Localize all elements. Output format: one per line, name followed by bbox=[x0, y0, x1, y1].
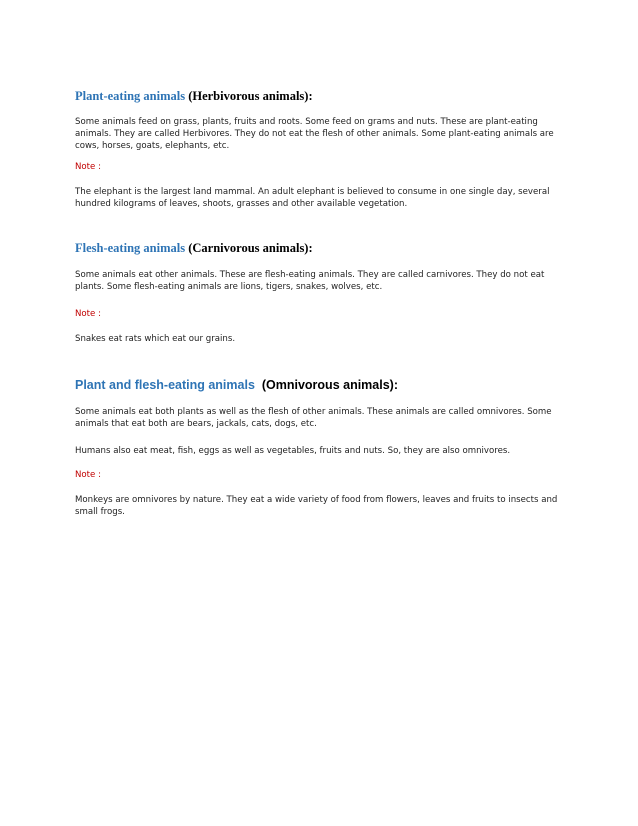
herbivores-paragraph-block bbox=[75, 116, 565, 152]
carnivores-paragraph: Some animals eat other animals. These are flesh-eating animals. They are called carnivores. They do not eat plants. Some flesh-eating animals are lions, tigers, snakes, wolves, etc. bbox=[75, 270, 545, 292]
omnivores-note-text-block bbox=[75, 494, 565, 518]
herbivores-heading bbox=[75, 88, 565, 104]
omnivores-note-label: Note : bbox=[75, 470, 101, 480]
omnivores-paragraph-2-block bbox=[75, 445, 565, 457]
carnivores-heading bbox=[75, 240, 565, 256]
carnivores-heading-scientific: (Carnivorous animals): bbox=[188, 241, 313, 255]
carnivores-heading-term: Flesh-eating animals bbox=[75, 241, 186, 255]
omnivores-paragraph-block bbox=[75, 406, 565, 430]
carnivores-note-text-block bbox=[75, 333, 565, 345]
carnivores-section bbox=[75, 240, 565, 256]
herbivores-heading-term: Plant-eating animals bbox=[75, 89, 186, 103]
omnivores-heading-scientific: (Omnivorous animals): bbox=[261, 378, 398, 392]
herbivores-section bbox=[75, 88, 565, 104]
omnivores-paragraph-1: Some animals eat both plants as well as the flesh of other animals. These animals are called omnivores. Some animals that eat both are bears, jackals, cats, dogs, etc. bbox=[75, 407, 552, 429]
omnivores-note-text: Monkeys are omnivores by nature. They eat a wide variety of food from flowers, leaves and fruits to insects and small frogs. bbox=[75, 495, 558, 517]
herbivores-paragraph: Some animals feed on grass, plants, fruits and roots. Some feed on grams and nuts. These are plant-eating animals. They are called Herbivores. They do not eat the flesh of other animals. Some plant-eating animals are cows, horses, goats, elephants, etc. bbox=[75, 117, 554, 151]
omnivores-section bbox=[75, 377, 565, 393]
carnivores-note-label: Note : bbox=[75, 309, 101, 319]
herbivores-heading-scientific: (Herbivorous animals): bbox=[188, 89, 313, 103]
herbivores-note-text: The elephant is the largest land mammal. An adult elephant is believed to consume in one single day, several hundred kilograms of leaves, shoots, grasses and other available vegetation. bbox=[75, 187, 550, 209]
herbivores-note-text-block bbox=[75, 186, 565, 210]
omnivores-note-block bbox=[75, 469, 565, 481]
omnivores-paragraph-2: Humans also eat meat, fish, eggs as well as vegetables, fruits and nuts. So, they are also omnivores. bbox=[75, 446, 511, 456]
omnivores-heading bbox=[75, 377, 565, 393]
carnivores-paragraph-block bbox=[75, 269, 565, 293]
omnivores-heading-term: Plant and flesh-eating animals bbox=[75, 378, 255, 392]
carnivores-note-text: Snakes eat rats which eat our grains. bbox=[75, 334, 236, 344]
carnivores-note-block bbox=[75, 308, 565, 320]
herbivores-note-block bbox=[75, 161, 565, 173]
herbivores-note-label: Note : bbox=[75, 162, 101, 172]
